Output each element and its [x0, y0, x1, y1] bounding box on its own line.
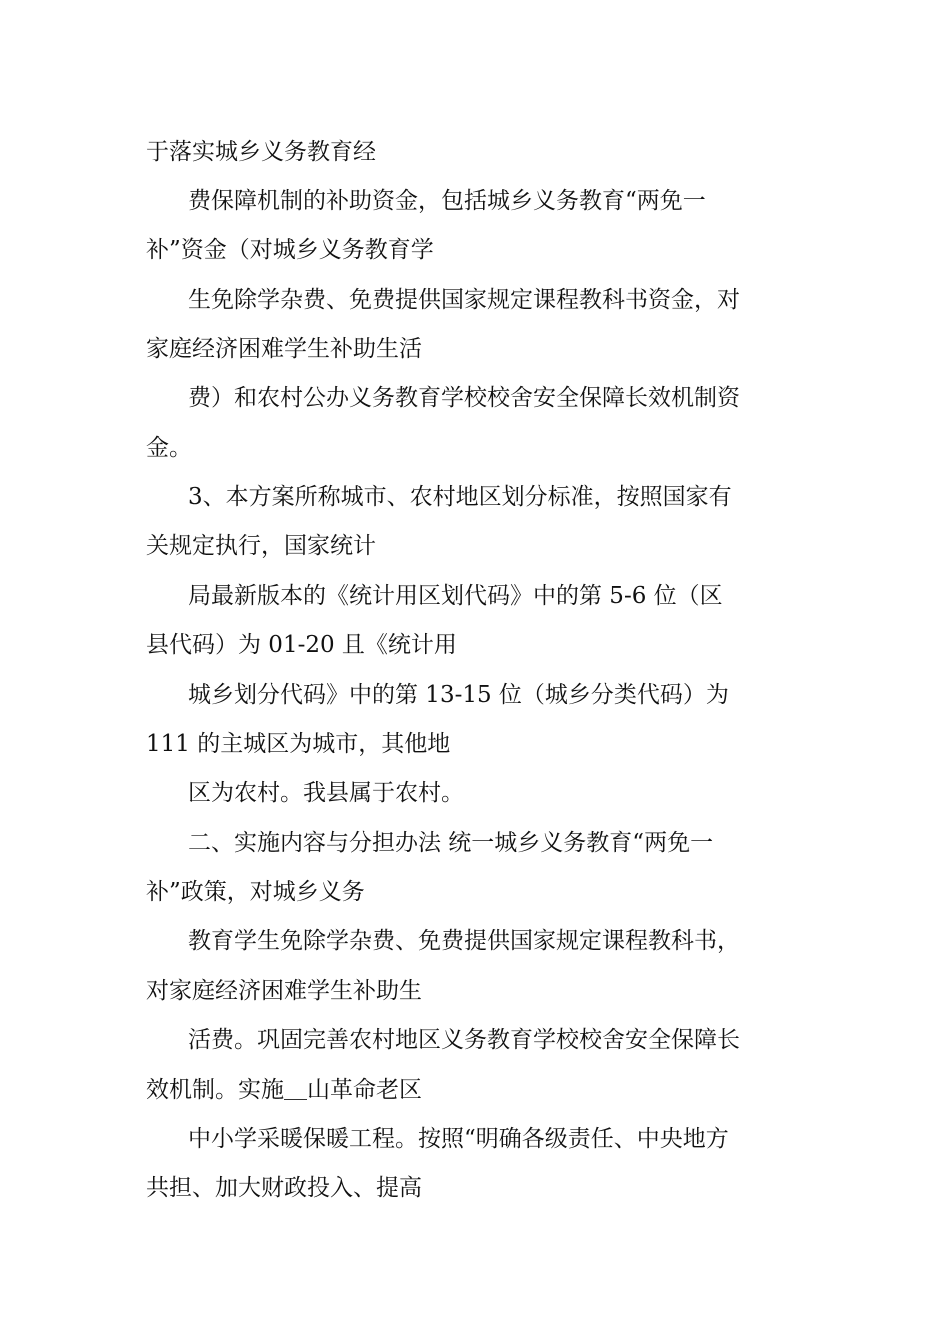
- text-line: 于落实城乡义务教育经: [146, 139, 376, 165]
- text-line: 共担、加大财政投入、提高: [146, 1175, 422, 1201]
- text-line: 活费。巩固完善农村地区义务教育学校校舍安全保障长: [188, 1027, 740, 1053]
- text-line: 局最新版本的《统计用区划代码》中的第 5-6 位（区: [188, 583, 723, 609]
- text-line: 二、实施内容与分担办法 统一城乡义务教育“两免一: [188, 830, 714, 856]
- text-line: 教育学生免除学杂费、免费提供国家规定课程教科书，: [188, 928, 740, 954]
- text-line: 对家庭经济困难学生补助生: [146, 978, 422, 1004]
- text-line: 家庭经济困难学生补助生活: [146, 336, 422, 362]
- text-line: 补”资金（对城乡义务教育学: [146, 237, 434, 263]
- text-line: 中小学采暖保暖工程。按照“明确各级责任、中央地方: [188, 1126, 729, 1152]
- text-line: 111 的主城区为城市，其他地: [146, 731, 451, 757]
- text-line: 关规定执行，国家统计: [146, 533, 376, 559]
- text-line: 金。: [146, 435, 192, 461]
- text-line: 生免除学杂费、免费提供国家规定课程教科书资金，对: [188, 287, 740, 313]
- text-line: 城乡划分代码》中的第 13-15 位（城乡分类代码）为: [188, 682, 729, 708]
- text-line: 县代码）为 01-20 且《统计用: [146, 632, 457, 658]
- text-line: 费保障机制的补助资金，包括城乡义务教育“两免一: [188, 188, 706, 214]
- text-line: 3、本方案所称城市、农村地区划分标准，按照国家有: [188, 484, 732, 510]
- text-line: 效机制。实施＿山革命老区: [146, 1077, 422, 1103]
- text-line: 区为农村。我县属于农村。: [188, 780, 464, 806]
- text-line: 费）和农村公办义务教育学校校舍安全保障长效机制资: [188, 385, 740, 411]
- text-line: 补”政策，对城乡义务: [146, 879, 365, 905]
